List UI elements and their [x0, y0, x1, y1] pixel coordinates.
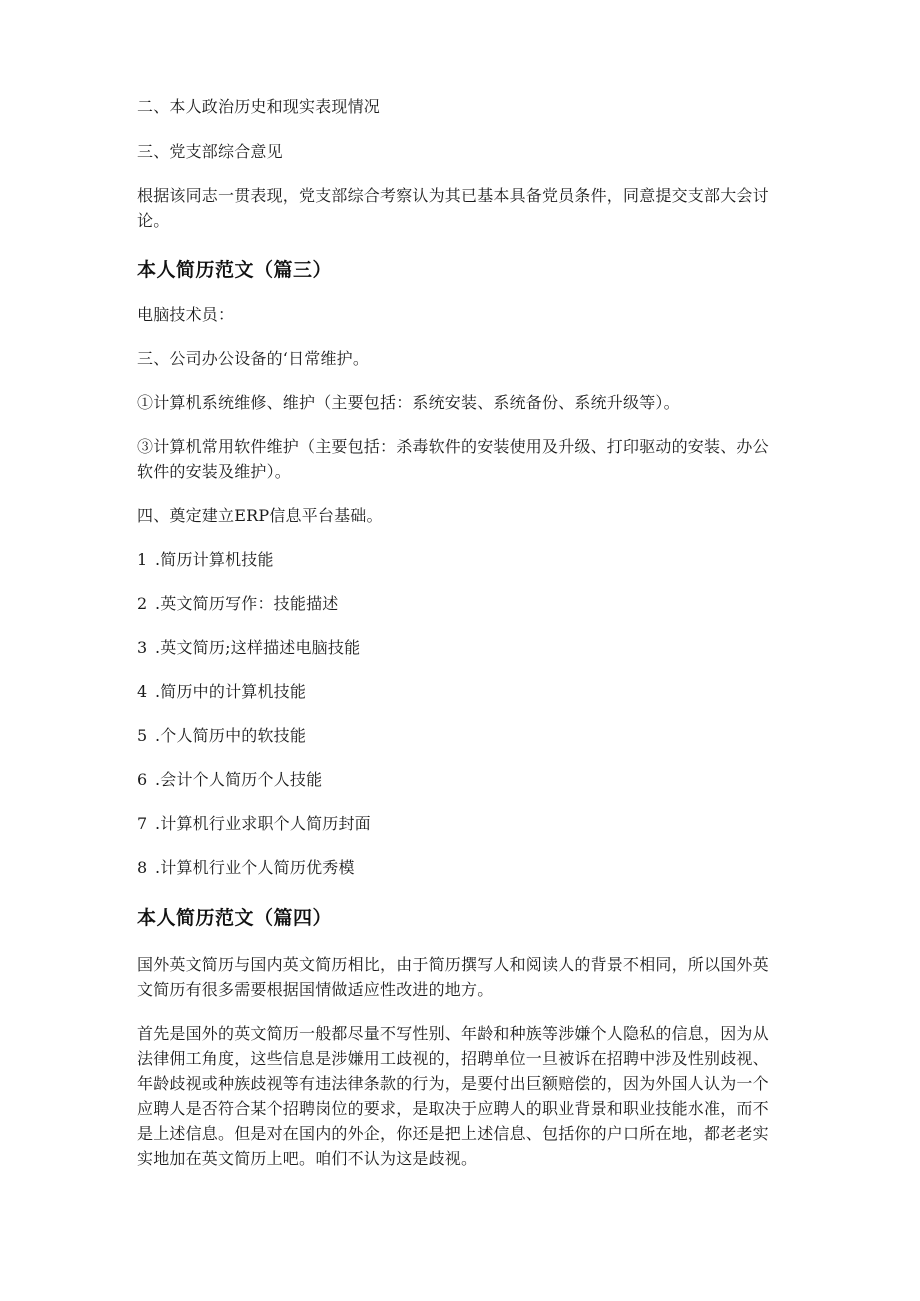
section-heading-part3: 本人简历范文（篇三）	[137, 259, 333, 281]
list-item	[137, 811, 777, 836]
list-number: 6	[137, 770, 148, 789]
list-item	[137, 855, 777, 880]
paragraph-privacy-info: 首先是国外的英文简历一般都尽量不写性别、年龄和种族等涉嫌个人隐私的信息，因为从法律佣工角度，这些信息是涉嫌用工歧视的，招聘单位一旦被诉在招聘中涉及性别歧视、年龄歧视或种族歧视等有违法律条款的行为，是要付出巨额赔偿的，因为外国人认为一个应聘人是否符合某个招聘岗位的要求，是取决于应聘人的职业背景和职业技能水准，而不是上述信息。但是对在国内的外企，你还是把上述信息、包括你的户口所在地，都老老实实地加在英文简历上吧。咱们不认为这是歧视。	[137, 1024, 769, 1168]
list-number: 3	[137, 638, 148, 657]
paragraph-resume-comparison: 国外英文简历与国内英文简历相比，由于简历撰写人和阅读人的背景不相同，所以国外英文简历有很多需要根据国情做适应性改进的地方。	[137, 955, 769, 999]
section-heading-part4: 本人简历范文（篇四）	[137, 907, 333, 929]
paragraph-political-history: 二、本人政治历史和现实表现情况	[137, 97, 381, 116]
list-number: 5	[137, 726, 148, 745]
list-text: .计算机行业个人简历优秀模	[155, 858, 355, 877]
list-item	[137, 767, 777, 792]
list-text: .英文简历;这样描述电脑技能	[155, 638, 361, 657]
paragraph-erp-platform: 四、奠定建立ERP信息平台基础。	[137, 506, 383, 525]
paragraph-branch-opinion: 三、党支部综合意见	[137, 142, 283, 161]
list-number: 8	[137, 858, 148, 877]
list-number: 1	[137, 550, 148, 569]
list-text: .简历中的计算机技能	[155, 682, 307, 701]
list-item	[137, 679, 777, 704]
paragraph-job-title: 电脑技术员：	[137, 305, 235, 324]
paragraph-office-maintenance: 三、公司办公设备的‘日常维护。	[137, 349, 370, 368]
paragraph-software-maintenance: ③计算机常用软件维护（主要包括：杀毒软件的安装使用及升级、打印驱动的安装、办公软件的安装及维护）。	[137, 437, 769, 481]
list-text: .计算机行业求职个人简历封面	[155, 814, 371, 833]
list-number: 2	[137, 594, 148, 613]
list-item	[137, 591, 777, 616]
paragraph-branch-conclusion: 根据该同志一贯表现，党支部综合考察认为其已基本具备党员条件，同意提交支部大会讨论。	[137, 186, 769, 230]
list-text: .会计个人简历个人技能	[155, 770, 323, 789]
list-text: .英文简历写作：技能描述	[155, 594, 339, 613]
list-text: .个人简历中的软技能	[155, 726, 307, 745]
list-item	[137, 723, 777, 748]
paragraph-system-maintenance: ①计算机系统维修、维护（主要包括：系统安装、系统备份、系统升级等）。	[137, 393, 680, 412]
list-number: 4	[137, 682, 148, 701]
list-item	[137, 547, 777, 572]
list-item	[137, 635, 777, 660]
list-text: .简历计算机技能	[155, 550, 274, 569]
list-number: 7	[137, 814, 148, 833]
